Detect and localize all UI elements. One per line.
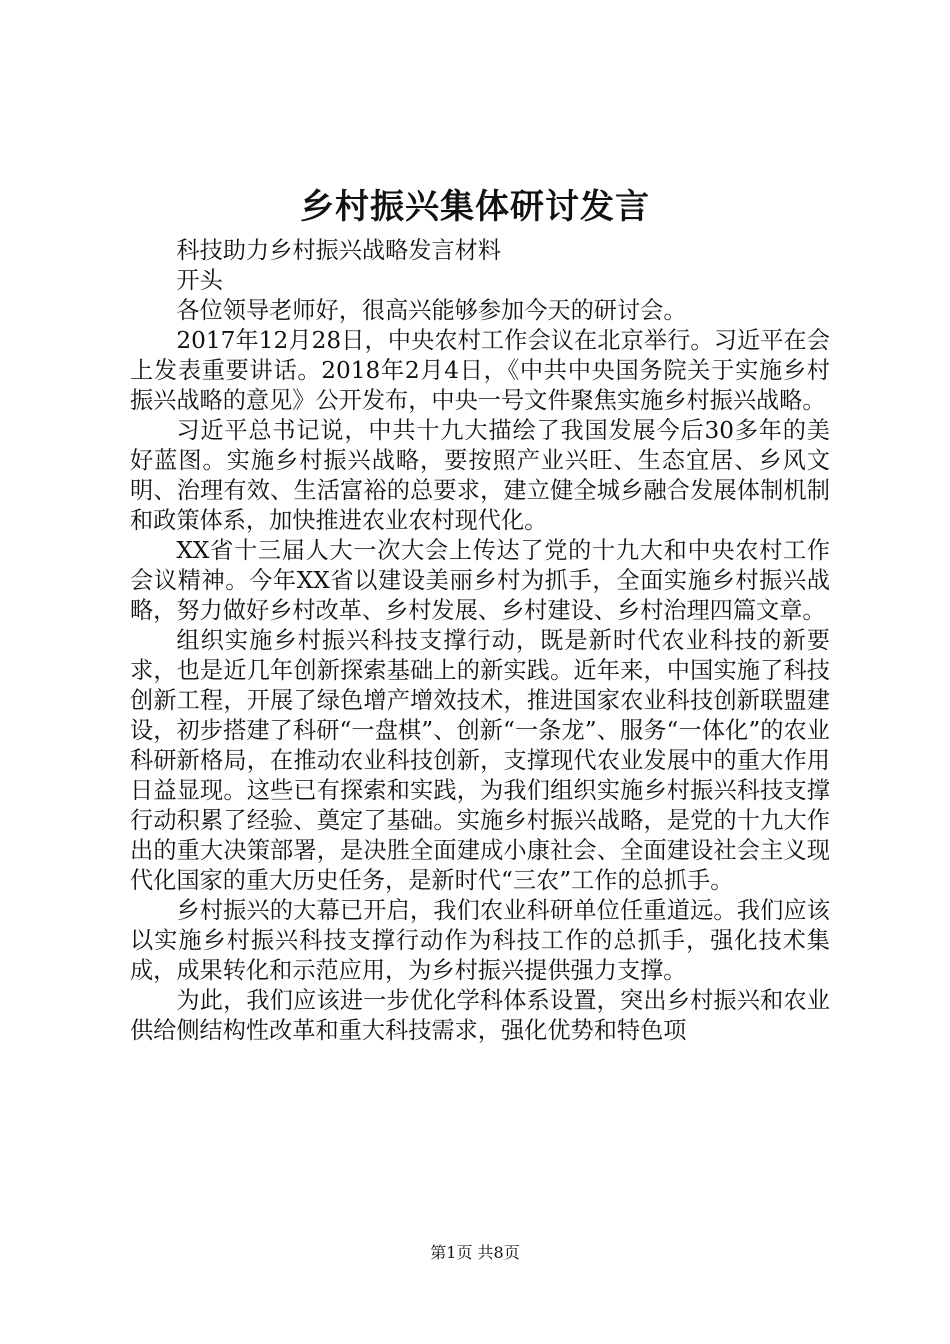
document-title: 乡村振兴集体研讨发言 xyxy=(300,187,650,227)
document-body xyxy=(130,236,830,1046)
paragraph: 习近平总书记说，中共十九大描绘了我国发展今后30多年的美好蓝图。实施乡村振兴战略，要按照产业兴旺、生态宜居、乡风文明、治理有效、生活富裕的总要求，建立健全城乡融合发展体制机制和政策体系，加快推进农业农村现代化。 xyxy=(130,417,830,534)
paragraph: 组织实施乡村振兴科技支撑行动，既是新时代农业科技的新要求，也是近几年创新探索基础上的新实践。近年来，中国实施了科技创新工程，开展了绿色增产增效技术，推进国家农业科技创新联盟建设，初步搭建了科研“一盘棋”、创新“一条龙”、服务“一体化”的农业科研新格局，在推动农业科技创新，支撑现代农业发展中的重大作用日益显现。这些已有探索和实践，为我们组织实施乡村振兴科技支撑行动积累了经验、奠定了基础。实施乡村振兴战略，是党的十九大作出的重大决策部署，是决胜全面建成小康社会、全面建设社会主义现代化国家的重大历史任务，是新时代“三农”工作的总抓手。 xyxy=(130,627,830,894)
paragraph: 2017年12月28日，中央农村工作会议在北京举行。习近平在会上发表重要讲话。2018年2月4日，《中共中央国务院关于实施乡村振兴战略的意见》公开发布，中央一号文件聚焦实施乡村振兴战略。 xyxy=(130,327,830,414)
paragraph: XX省十三届人大一次大会上传达了党的十九大和中央农村工作会议精神。今年XX省以建设美丽乡村为抓手，全面实施乡村振兴战略，努力做好乡村改革、乡村发展、乡村建设、乡村治理四篇文章。 xyxy=(130,537,830,624)
paragraph: 各位领导老师好，很高兴能够参加今天的研讨会。 xyxy=(176,297,687,324)
paragraph: 为此，我们应该进一步优化学科体系设置，突出乡村振兴和农业供给侧结构性改革和重大科技需求，强化优势和特色项 xyxy=(130,987,830,1044)
paragraph: 乡村振兴的大幕已开启，我们农业科研单位任重道远。我们应该以实施乡村振兴科技支撑行动作为科技工作的总抓手，强化技术集成，成果转化和示范应用，为乡村振兴提供强力支撑。 xyxy=(130,897,830,984)
paragraph: 开头 xyxy=(176,267,223,294)
paragraph: 科技助力乡村振兴战略发言材料 xyxy=(176,237,502,264)
page-number-footer: 第1页 共8页 xyxy=(430,1243,520,1262)
